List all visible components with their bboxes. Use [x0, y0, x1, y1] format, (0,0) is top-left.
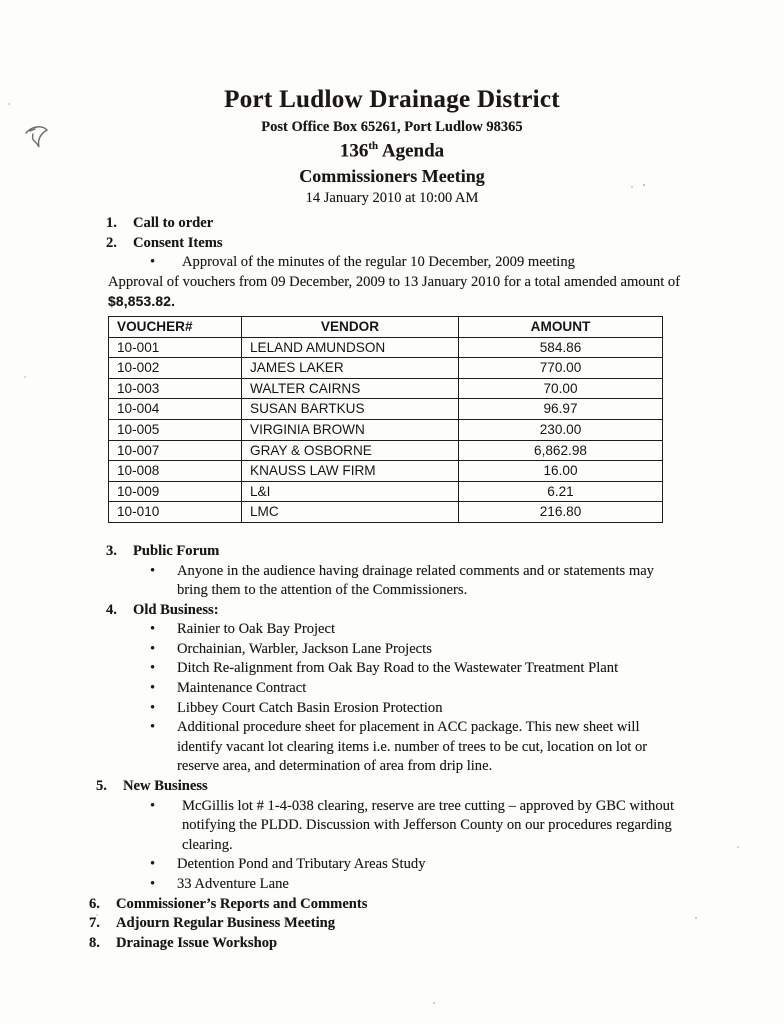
spacer: [106, 523, 682, 542]
list-item: [106, 699, 682, 719]
bullet-icon: •: [150, 856, 156, 873]
amount-cell: 70.00: [459, 378, 663, 399]
agenda-item-8: [89, 934, 682, 954]
table-row: [109, 502, 663, 523]
amount-cell: 216.80: [459, 502, 663, 523]
table-row: [109, 378, 663, 399]
list-item-text: Detention Pond and Tributary Areas Study: [177, 856, 426, 873]
list-item-text: Maintenance Contract: [177, 680, 307, 697]
vendor-cell: KNAUSS LAW FIRM: [242, 461, 459, 482]
item-number: 7.: [89, 915, 100, 932]
item-number: 4.: [106, 601, 117, 618]
item-title: Adjourn Regular Business Meeting: [116, 915, 336, 932]
voucher-approval-paragraph: [108, 273, 682, 313]
item-title: New Business: [123, 778, 208, 795]
po-box-address: Post Office Box 65261, Port Ludlow 98365: [261, 118, 523, 135]
item-number: 2.: [106, 234, 117, 251]
item-title: Public Forum: [133, 542, 220, 559]
scan-noise-specks: [0, 0, 2, 2]
vendor-cell: GRAY & OSBORNE: [242, 440, 459, 461]
voucher-approval-text: Approval of vouchers from 09 December, 2009 to 13 January 2010 for a total amended amount of: [108, 273, 681, 290]
vendor-cell: WALTER CAIRNS: [242, 378, 459, 399]
table-header-row: [109, 316, 663, 337]
item-title: Consent Items: [133, 234, 223, 251]
bullet-icon: •: [150, 254, 156, 271]
bullet-icon: •: [150, 699, 156, 716]
amount-cell: 584.86: [459, 337, 663, 358]
agenda-item-3: [106, 542, 682, 562]
list-item: [106, 855, 682, 875]
item-number: 6.: [89, 895, 100, 912]
list-item-text: Ditch Re-alignment from Oak Bay Road to the Wastewater Treatment Plant: [177, 660, 619, 677]
agenda-item-1: [106, 214, 682, 234]
list-item-text: Libbey Court Catch Basin Erosion Protection: [177, 699, 443, 716]
agenda-item-6: [89, 895, 682, 915]
list-item-text: Approval of the minutes of the regular 10 December, 2009 meeting: [182, 254, 575, 271]
bullet-icon: •: [150, 680, 156, 697]
item-title: Call to order: [133, 215, 214, 231]
agenda-item-5: [96, 777, 682, 797]
agenda-word: Agenda: [378, 140, 445, 162]
vendor-cell: L&I: [242, 481, 459, 502]
voucher-number-cell: 10-001: [109, 337, 242, 358]
voucher-number-cell: 10-007: [109, 440, 242, 461]
amount-cell: 96.97: [459, 399, 663, 420]
agenda-item-4: [106, 601, 682, 621]
agenda-number: 136: [339, 140, 369, 162]
item-number: 5.: [96, 778, 107, 795]
list-item: [106, 797, 682, 856]
table-row: [109, 358, 663, 379]
page-title: Port Ludlow Drainage District: [224, 86, 560, 113]
table-row: [109, 419, 663, 440]
item-title: Old Business:: [133, 601, 219, 618]
item-number: 1.: [106, 215, 117, 231]
column-header-amount: AMOUNT: [459, 316, 663, 337]
list-item-text: Rainier to Oak Bay Project: [177, 621, 336, 638]
agenda-body: [89, 214, 682, 953]
vendor-cell: LMC: [242, 502, 459, 523]
voucher-number-cell: 10-002: [109, 358, 242, 379]
vendor-cell: LELAND AMUNDSON: [242, 337, 459, 358]
voucher-table: [108, 316, 663, 523]
list-item: [106, 875, 682, 895]
table-row: [109, 461, 663, 482]
amount-cell: 6.21: [459, 481, 663, 502]
list-item: [106, 620, 682, 640]
agenda-number-line: [0, 140, 784, 162]
column-header-voucher: VOUCHER#: [109, 316, 242, 337]
list-item: [106, 640, 682, 660]
table-row: [109, 399, 663, 420]
agenda-item-7: [89, 914, 682, 934]
document-header: [0, 0, 784, 207]
item-number: 3.: [106, 542, 117, 559]
list-item-text: Orchainian, Warbler, Jackson Lane Projects: [177, 640, 432, 657]
voucher-number-cell: 10-010: [109, 502, 242, 523]
table-row: [109, 481, 663, 502]
handwritten-mark: [20, 118, 68, 164]
table-row: [109, 337, 663, 358]
list-item-text: McGillis lot # 1-4-038 clearing, reserve are tree cutting – approved by GBC without notifying the PLDD. Discussion with Jefferson County on our procedures regarding clearing.: [182, 797, 675, 853]
bullet-icon: •: [150, 797, 156, 814]
bullet-icon: •: [150, 876, 156, 892]
list-item: [106, 718, 682, 777]
meeting-title: Commissioners Meeting: [299, 165, 485, 186]
amount-cell: 230.00: [459, 419, 663, 440]
voucher-number-cell: 10-004: [109, 399, 242, 420]
vendor-cell: VIRGINIA BROWN: [242, 419, 459, 440]
list-item-text: 33 Adventure Lane: [177, 876, 289, 892]
amount-cell: 770.00: [459, 358, 663, 379]
voucher-total-amount: $8,853.82.: [108, 294, 176, 310]
agenda-ordinal-suffix: th: [368, 140, 379, 153]
list-item: [106, 659, 682, 679]
voucher-number-cell: 10-005: [109, 419, 242, 440]
amount-cell: 16.00: [459, 461, 663, 482]
item-number: 8.: [89, 934, 100, 951]
list-item: [106, 679, 682, 699]
agenda-item-2: [106, 234, 682, 254]
bullet-icon: •: [150, 640, 156, 657]
voucher-number-cell: 10-003: [109, 378, 242, 399]
item-title: Commissioner’s Reports and Comments: [116, 895, 368, 912]
column-header-vendor: VENDOR: [242, 316, 459, 337]
list-item: [106, 562, 682, 601]
voucher-number-cell: 10-009: [109, 481, 242, 502]
meeting-datetime: 14 January 2010 at 10:00 AM: [305, 190, 479, 207]
vendor-cell: JAMES LAKER: [242, 358, 459, 379]
table-row: [109, 440, 663, 461]
list-item: [106, 253, 682, 273]
list-item-text: Additional procedure sheet for placement in ACC package. This new sheet will identify vacant lot clearing items i.e. number of trees to be cut, location on lot or reserve area, and determination of area from drip line.: [177, 719, 648, 775]
bullet-icon: •: [150, 621, 156, 638]
bullet-icon: •: [150, 660, 156, 677]
bullet-icon: •: [150, 719, 156, 736]
vendor-cell: SUSAN BARTKUS: [242, 399, 459, 420]
list-item-text: Anyone in the audience having drainage related comments and or statements may bring them to the attention of the Commissioners.: [177, 562, 654, 599]
amount-cell: 6,862.98: [459, 440, 663, 461]
voucher-number-cell: 10-008: [109, 461, 242, 482]
bullet-icon: •: [150, 562, 156, 579]
item-title: Drainage Issue Workshop: [116, 934, 278, 951]
